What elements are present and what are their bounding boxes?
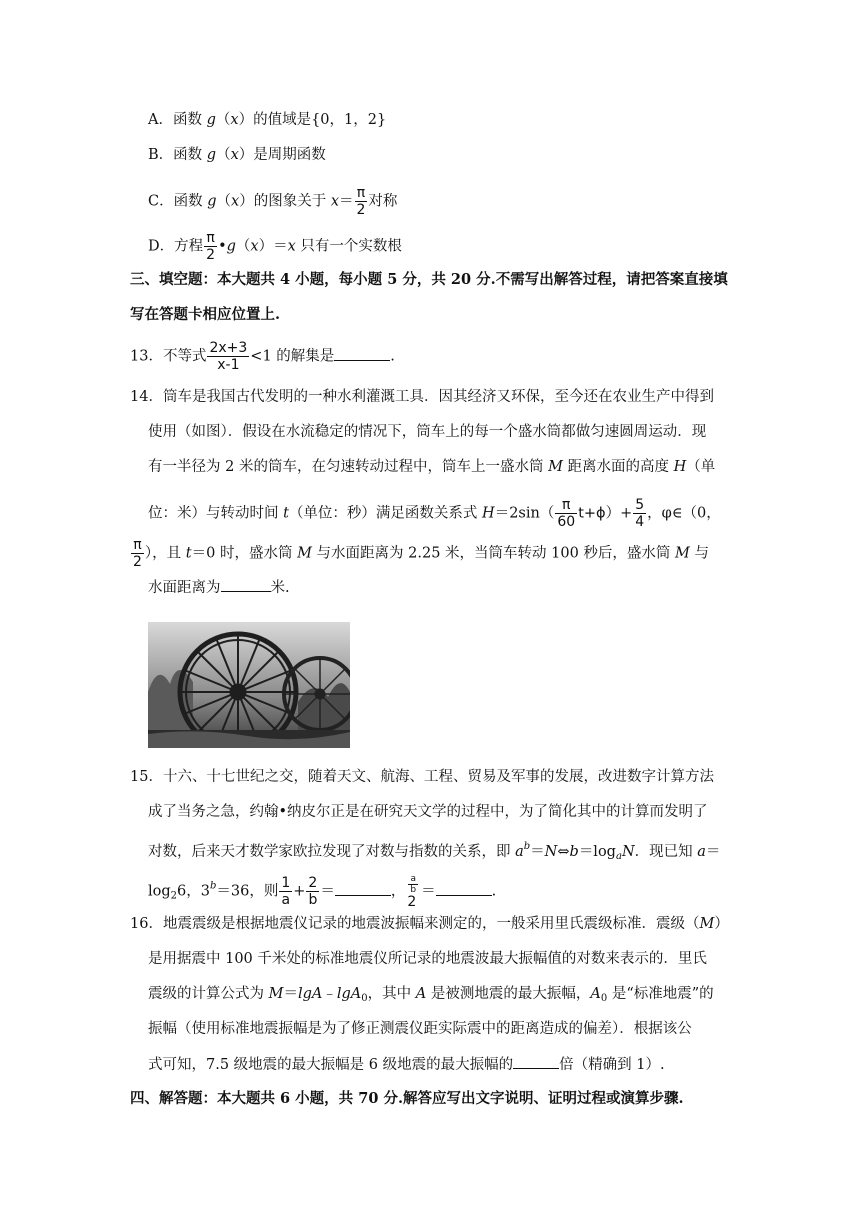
option-b: B．函数 g（x）是周期函数: [148, 147, 326, 163]
fraction-2-over-b: $\frac{2}{b}$: [308, 875, 318, 908]
question-14-line-6: 水面距离为 米.: [148, 577, 290, 598]
answer-blank: [221, 577, 271, 592]
section-4-heading: 四、解答题：本大题共 6 小题，共 70 分.解答应写出文字说明、证明过程或演算步骤.: [130, 1090, 684, 1107]
fraction-5-over-4: $\frac{5}{4}$: [635, 497, 645, 530]
fraction-inequality: $\frac{2x+3}{x-1}$: [209, 340, 248, 373]
question-16-line-5: 式可知，7.5 级地震的最大振幅是 6 级地震的最大振幅的 倍（精确到 1）.: [148, 1054, 665, 1075]
question-14-line-5: $\frac{\pi}{2}$ ），且 t＝0 时，盛水筒 M 与水面距离为 2.25 米，当筒车转动 100 秒后，盛水筒 M 与: [133, 537, 710, 570]
fraction-pi-over-2: $\frac{\pi}{2}$: [133, 537, 142, 570]
question-15-line-4: $\log_26$，$3^b=36$，则 $\frac{1}{a}$ + $\frac{2}{b}$ ＝ ， $\frac{a}{b}$ 2 ＝ .: [148, 874, 497, 910]
question-14-line-2: 使用（如图）．假设在水流稳定的情况下，筒车上的每一个盛水筒都做匀速圆周运动．现: [148, 424, 707, 440]
question-15-line-2: 成了当务之急，约翰•纳皮尔正是在研究天文学的过程中，为了简化其中的计算而发明了: [148, 804, 708, 820]
answer-blank: [334, 346, 390, 361]
option-a: A．函数 g（x）的值域是{0，1，2}: [148, 112, 387, 128]
power-expression: $\frac{a}{b}$ 2: [407, 874, 417, 910]
question-16-line-3: 震级的计算公式为 M＝lgA﹣lgA$_0$，其中 A 是被测地震的最大振幅，$A_0$ 是“标准地震”的: [148, 986, 714, 1004]
section-3-heading: 三、填空题：本大题共 4 小题，每小题 5 分，共 20 分.不需写出解答过程，请把答案直接填: [130, 271, 728, 288]
option-c: C．函数 g（x）的图象关于 x＝ $\frac{\pi}{2}$ 对称: [148, 185, 398, 218]
fraction-pi-over-60: $\frac{\pi}{60}$: [557, 497, 576, 530]
question-15-line-1: 15．十六、十七世纪之交，随着天文、航海、工程、贸易及军事的发展，改进数字计算方法: [130, 769, 714, 785]
question-16-line-1: 16．地震震级是根据地震仪记录的地震波振幅来测定的，一般采用里氏震级标准．震级（M）: [130, 916, 729, 932]
fraction-1-over-a: $\frac{1}{a}$: [281, 875, 291, 908]
water-wheel-photo: [148, 622, 350, 748]
answer-blank: [513, 1054, 559, 1069]
question-15-line-3: 对数，后来天才数学家欧拉发现了对数与指数的关系，即 $a^b=N\Leftrightarrow b=\log_aN$．现已知 a＝: [148, 841, 721, 862]
answer-blank: [436, 881, 492, 896]
section-3-heading-cont: 写在答题卡相应位置上.: [130, 306, 281, 323]
question-14-line-1: 14．筒车是我国古代发明的一种水利灌溉工具．因其经济又环保，至今还在农业生产中得到: [130, 389, 714, 405]
question-16-line-2: 是用据震中 100 千米处的标准地震仪所记录的地震波最大振幅值的对数来表示的．里氏: [148, 951, 707, 967]
question-14-line-3: 有一半径为 2 米的筒车，在匀速转动过程中，筒车上一盛水筒 M 距离水面的高度 H（单: [148, 459, 716, 475]
question-16-line-4: 振幅（使用标准地震振幅是为了修正测震仪距实际震中的距离造成的偏差）．根据该公: [148, 1021, 692, 1037]
question-13: 13．不等式 $\frac{2x+3}{x-1}$ <1 的解集是 .: [130, 340, 395, 373]
fraction-pi-over-2: $\frac{\pi}{2}$: [206, 230, 216, 263]
question-14-line-4: 位：米）与转动时间 t（单位：秒）满足函数关系式 H＝2sin（ $\frac{\pi}{60}$ t+ϕ）+ $\frac{5}{4}$ ，φ∈（0，: [148, 497, 721, 530]
option-d: D．方程 $\frac{\pi}{2}$ •g（x）＝x 只有一个实数根: [148, 230, 402, 263]
answer-blank: [335, 881, 391, 896]
fraction-pi-over-2: $\frac{\pi}{2}$: [356, 185, 366, 218]
